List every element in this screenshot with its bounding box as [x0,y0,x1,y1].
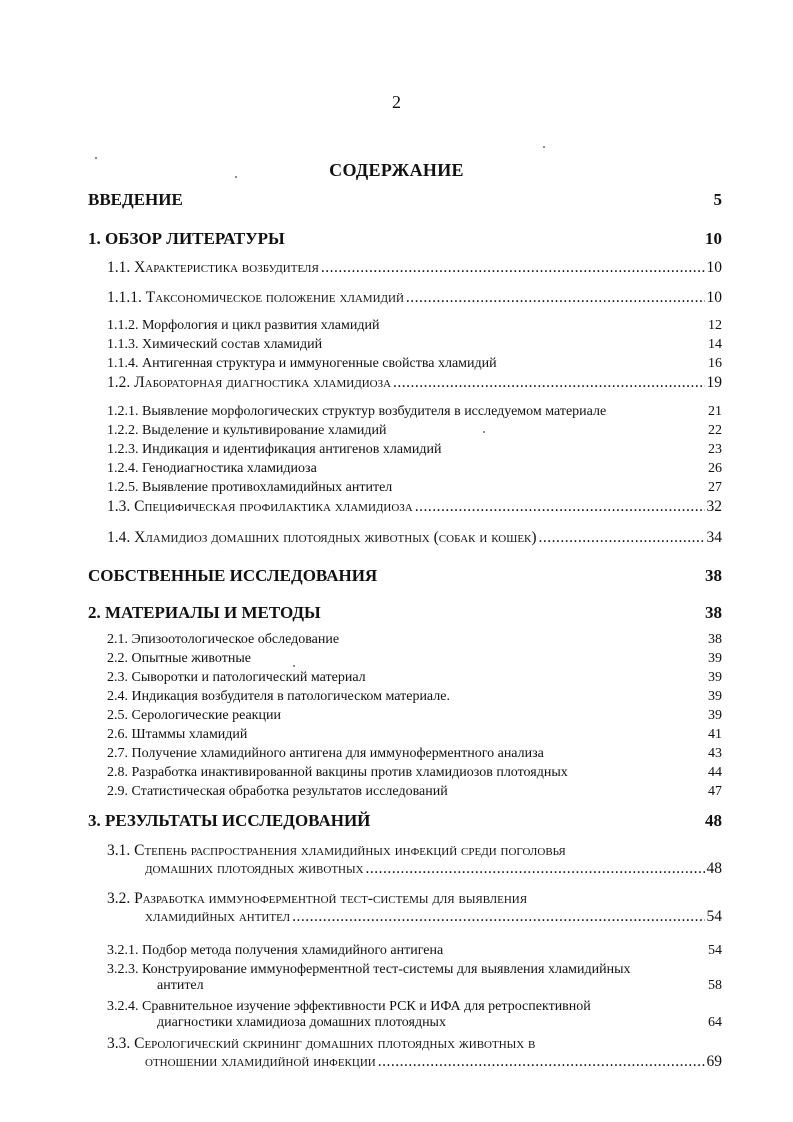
toc-entry-page: 10 [705,229,722,248]
toc-entry-page: 22 [708,423,722,438]
toc-entry [107,727,722,743]
toc-entry-label: 2.1. Эпизоотологическое обследование [107,632,340,647]
toc-entry-label: 2.4. Индикация возбудителя в патологическом материале. [107,689,450,704]
toc-entry-line2 [145,1053,722,1071]
toc-entry-page: 39 [708,670,722,685]
toc-entry-label: 1.1. Характеристика возбудителя [107,259,319,276]
toc-entry-label: 1.1.2. Морфология и цикл развития хламидий [107,318,380,333]
toc-entry-page: 44 [708,765,722,780]
toc-entry-label: 2.6. Штаммы хламидий [107,727,248,742]
toc-entry-label: 1.2.4. Генодиагностика хламидиоза [107,461,317,476]
toc-entry-page: 48 [706,860,722,877]
toc-entry-label: 2.2. Опытные животные [107,651,251,666]
toc-entry-page: 41 [708,727,722,742]
toc-entry-label: 3. РЕЗУЛЬТАТЫ ИССЛЕДОВАНИЙ [88,811,371,830]
toc-entry-label: 1.1.3. Химический состав хламидий [107,337,323,352]
toc-entry-multiline [107,890,722,926]
toc-entry-page: 34 [706,529,722,546]
page-title: СОДЕРЖАНИЕ [329,160,464,180]
toc-entry [107,498,722,516]
toc-entry-label: 2.7. Получение хламидийного антигена для иммуноферментного анализа [107,746,544,761]
toc-entry-literature-review [88,229,722,249]
toc-entry-page: 54 [706,908,722,925]
toc-entry-line2 [157,978,722,994]
toc-entry-page: 10 [706,259,722,276]
scan-speck [95,157,97,159]
toc-entry-label: 2.3. Сыворотки и патологический материал [107,670,366,685]
toc-entry-own-research [88,566,722,586]
toc-entry [107,689,722,705]
toc-entry-page: 38 [705,603,722,622]
toc-entry [107,442,722,458]
toc-entry [107,765,722,781]
toc-entry-page: 27 [708,480,722,495]
toc-entry-label: 1. ОБЗОР ЛИТЕРАТУРЫ [88,229,285,248]
toc-entry-label: ВВЕДЕНИЕ [88,190,183,209]
toc-entry [107,374,722,392]
toc-entry-label-line2: хламидийных антител [145,908,291,925]
scan-speck [293,665,295,667]
toc-entry-label-line1: 3.2. Разработка иммуноферментной тест-системы для выявления [107,890,528,907]
toc-entry-page: 26 [708,461,722,476]
toc-entry-line2 [145,908,722,926]
toc-entry [107,337,722,353]
toc-entry [107,784,722,800]
toc-entry [107,480,722,496]
toc-entry-page: 38 [705,566,722,585]
toc-entry-label: 1.2.1. Выявление морфологических структур возбудителя в исследуемом материале [107,404,607,419]
toc-entry-multiline [107,1035,722,1071]
toc-entry-page: 23 [708,442,722,457]
toc-entry [107,746,722,762]
toc-entry-page: 58 [708,978,722,993]
toc-entry-label: 1.3. Специфическая профилактика хламидиоза [107,498,413,515]
toc-entry [107,318,722,334]
scan-speck [543,146,545,148]
toc-entry [107,943,722,959]
toc-entry-line2 [157,1015,722,1031]
toc-entry-page: 39 [708,708,722,723]
toc-entry-page: 5 [713,190,722,209]
scan-speck [483,431,485,433]
toc-entry [107,529,722,547]
toc-entry-page: 47 [708,784,722,799]
toc-entry-label: 2. МАТЕРИАЛЫ И МЕТОДЫ [88,603,321,622]
toc-entry [107,708,722,724]
toc-entry-page: 54 [708,943,722,958]
toc-entry-label: 2.8. Разработка инактивированной вакцины против хламидиозов плотоядных [107,765,568,780]
toc-entry-label: 1.2.3. Индикация и идентификация антигенов хламидий [107,442,442,457]
toc-entry [107,670,722,686]
toc-entry-label: 2.9. Статистическая обработка результатов исследований [107,784,448,799]
toc-entry [107,461,722,477]
toc-entry-label: 1.1.4. Антигенная структура и иммуногенные свойства хламидий [107,356,497,371]
toc-entry-multiline [107,962,722,994]
toc-entry [107,423,722,439]
toc-entry [107,404,722,420]
toc-entry-page: 39 [708,689,722,704]
toc-entry-page: 48 [705,811,722,830]
toc-entry-label-line2: диагностики хламидиоза домашних плотоядных [157,1015,446,1030]
toc-entry-label: 3.2.1. Подбор метода получения хламидийного антигена [107,943,444,958]
toc-entry-page: 32 [706,498,722,515]
toc-entry-line2 [145,860,722,878]
toc-entry-label: 1.2.2. Выделение и культивирование хламидий [107,423,387,438]
toc-entry-label: 1.2.5. Выявление противохламидийных антител [107,480,393,495]
toc-entry-results [88,811,722,831]
toc-entry-label-line1: 3.1. Степень распространения хламидийных инфекций среди поголовья [107,842,566,859]
toc-entry-label-line1: 3.2.3. Конструирование иммуноферментной тест-системы для выявления хламидийных [107,962,631,977]
toc-entry-label: 1.4. Хламидиоз домашних плотоядных животных (собак и кошек) [107,529,537,546]
toc-entry-page: 10 [706,289,722,306]
toc-entry-label: 1.1.1. Таксономическое положение хламидий [107,289,404,306]
toc-entry-label-line1: 3.3. Серологический скрининг домашних плотоядных животных в [107,1035,536,1052]
toc-entry-page: 19 [706,374,722,391]
toc-entry [107,259,722,277]
toc-entry-page: 12 [708,318,722,333]
toc-entry-label: 2.5. Серологические реакции [107,708,281,723]
toc-entry [107,651,722,667]
toc-entry-page: 69 [706,1053,722,1070]
page-number: 2 [392,92,401,112]
toc-entry [107,289,722,307]
toc-entry-page: 21 [708,404,722,419]
toc-entry [107,632,722,648]
toc-entry-label-line2: отношении хламидийной инфекции [145,1053,376,1070]
toc-entry-label: 1.2. Лабораторная диагностика хламидиоза [107,374,392,391]
toc-entry-page: 14 [708,337,722,352]
toc-entry-page: 64 [708,1015,722,1030]
toc-entry-label: СОБСТВЕННЫЕ ИССЛЕДОВАНИЯ [88,566,378,585]
scan-speck [235,176,237,178]
toc-entry-materials-methods [88,603,722,623]
toc-entry [107,356,722,372]
toc-entry-page: 43 [708,746,722,761]
toc-entry-page: 16 [708,356,722,371]
toc-entry-multiline [107,842,722,878]
toc-entry-page: 39 [708,651,722,666]
toc-entry-label-line1: 3.2.4. Сравнительное изучение эффективности РСК и ИФА для ретроспективной [107,999,591,1014]
toc-entry-label-line2: антител [157,978,204,993]
toc-entry-page: 38 [708,632,722,647]
toc-entry-label-line2: домашних плотоядных животных [145,860,364,877]
toc-entry-multiline [107,999,722,1031]
toc-entry-introduction [88,190,722,210]
